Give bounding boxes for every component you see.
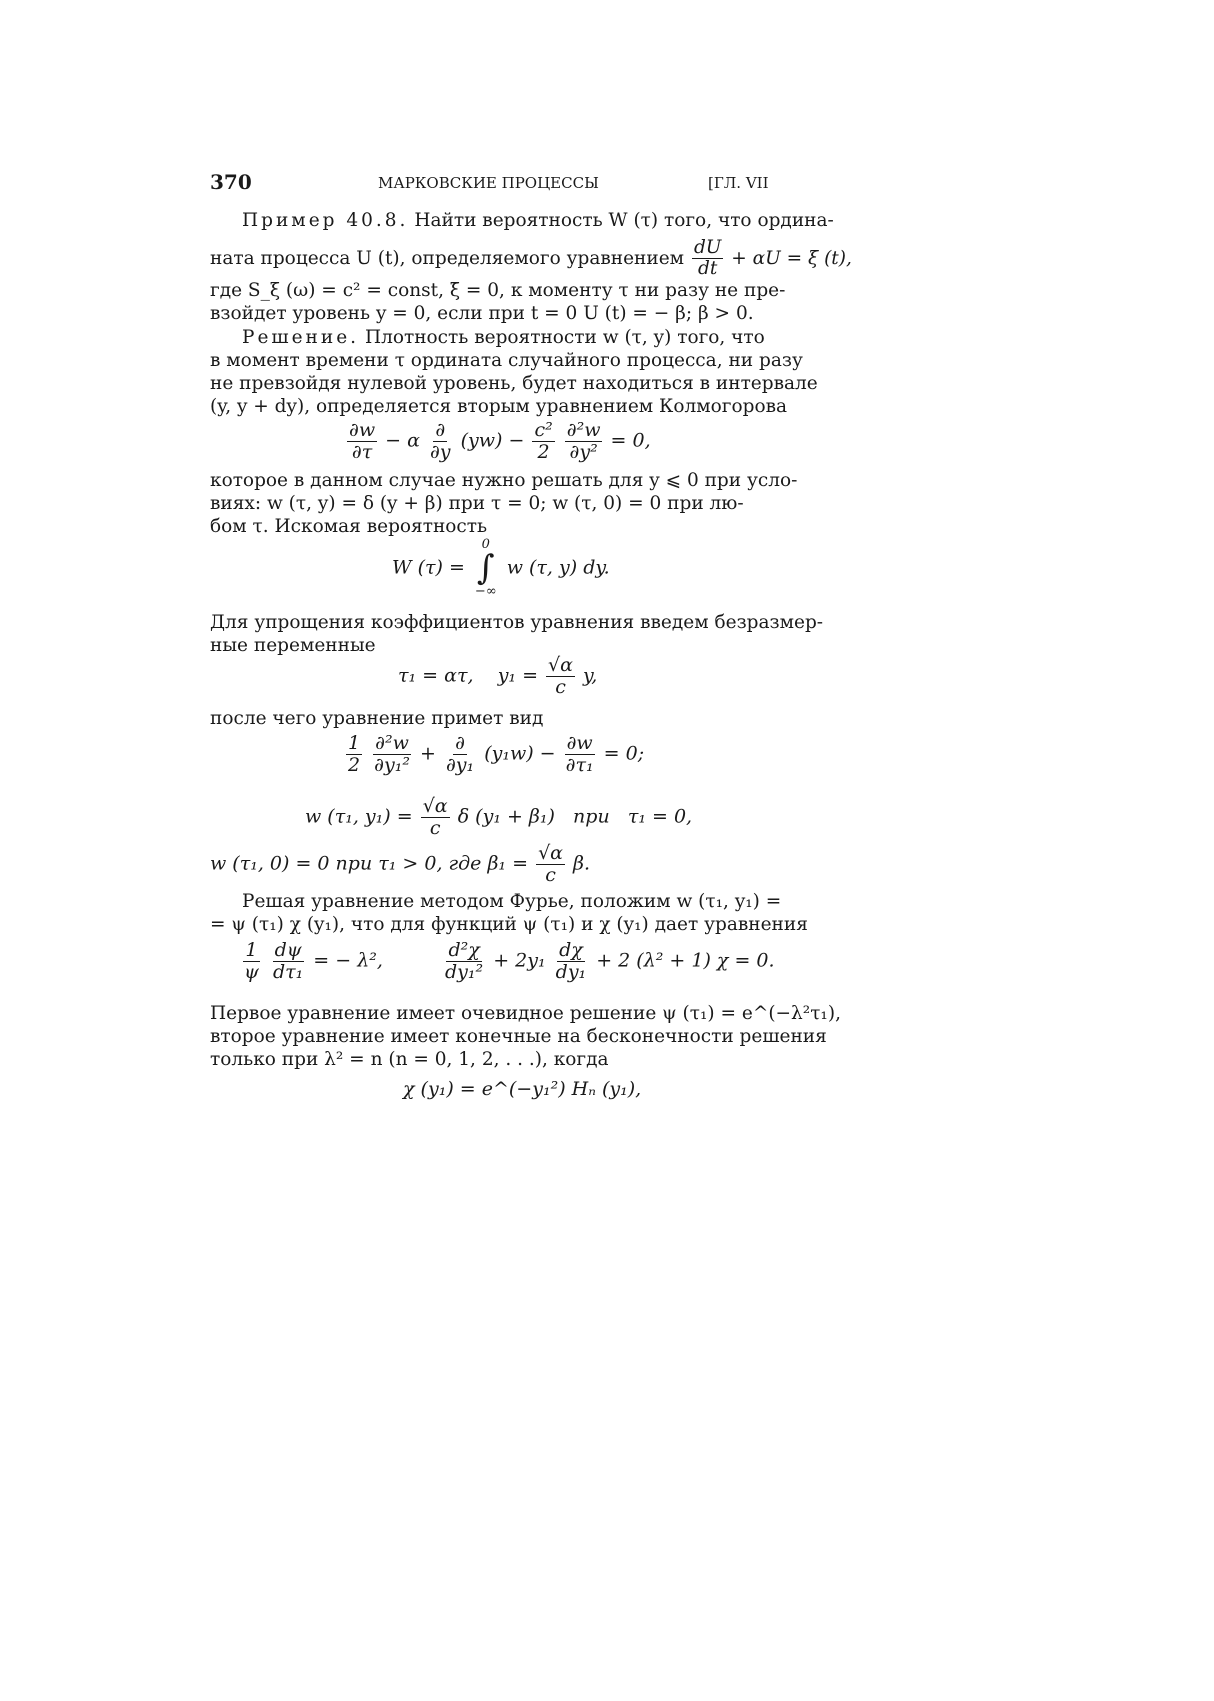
problem-label: Пример 40.8. — [242, 210, 409, 231]
equation-transformed: $\frac{1}{2}$ $\frac{\text{∂²w}}{\text{∂y₁²}}$ + $\frac{\partial}{\text{∂y₁}}$ (y₁w) − $\frac{\partial w}{\text{∂τ₁}}$ = 0; — [348, 732, 645, 776]
solution-para-line-1: Первое уравнение имеет очевидное решение ψ (τ₁) = e^(−λ²τ₁), — [210, 1003, 841, 1024]
equation-integral: W (τ) = 0 ∫ −∞ w (τ, y) dy. — [392, 537, 610, 599]
solution-para-line-2: второе уравнение имеет конечные на бесконечности решения — [210, 1026, 827, 1047]
equation-kolmogorov: $\frac{\partial w}{\partial\tau}$ − α $\frac{\partial}{\partial y}$ (yw) − $\frac{\text{c²}}{2}$ $\frac{\text{∂²w}}{\text{∂y²}}$ = 0, — [349, 419, 651, 463]
running-title: МАРКОВСКИЕ ПРОЦЕССЫ — [378, 174, 599, 192]
equation-final: χ (y₁) = e^(−y₁²) Hₙ (y₁), — [403, 1078, 642, 1100]
solution-line-1: Решение. Плотность вероятности w (τ, y) того, что — [242, 327, 765, 348]
condition-line-2: виях: w (τ, y) = δ (y + β) при τ = 0; w (τ, 0) = 0 при лю- — [210, 493, 744, 514]
solution-label: Решение. — [242, 327, 360, 348]
problem-line-3: где S_ξ (ω) = c² = const, ξ̄ = 0, к моменту τ ни разу не пре- — [210, 280, 786, 301]
page-number: 370 — [210, 170, 252, 194]
equation-boundary: w (τ₁, 0) = 0 при τ₁ > 0, где β₁ = $\frac{√\alpha}{c}$ β. — [210, 842, 591, 886]
solution-line-3: не превзойдя нулевой уровень, будет находиться в интервале — [210, 373, 818, 394]
equation-separated: $\frac{1}{\psi}$ $\frac{d\psi}{\text{dτ₁}}$ = − λ², $\frac{\text{d²χ}}{\text{dy₁²}}$ + 2y₁ $\frac{d\chi}{\text{dy₁}}$ + 2 (λ² + 1) χ = 0. — [244, 939, 775, 983]
problem-line-4: взойдет уровень y = 0, если при t = 0 U (t) = − β; β > 0. — [210, 303, 754, 324]
solution-para-line-3: только при λ² = n (n = 0, 1, 2, . . .), когда — [210, 1049, 609, 1070]
problem-line-1: Пример 40.8. Найти вероятность W (τ) того, что ордина- — [242, 210, 834, 231]
dimensionless-line-1: Для упрощения коэффициентов уравнения введем безразмер- — [210, 612, 824, 633]
fourier-line-1: Решая уравнение методом Фурье, положим w (τ₁, y₁) = — [242, 891, 782, 912]
condition-line-1: которое в данном случае нужно решать для y ⩽ 0 при усло- — [210, 470, 798, 491]
dimensionless-line-2: ные переменные — [210, 635, 376, 656]
fraction-dU-dt: $\frac{dU}{dt}$ — [693, 237, 722, 280]
after-text: после чего уравнение примет вид — [210, 708, 544, 729]
equation-substitution: τ₁ = ατ, y₁ = $\frac{√\alpha}{c}$ y, — [398, 654, 598, 698]
solution-line-4: (y, y + dy), определяется вторым уравнением Колмогорова — [210, 396, 788, 417]
fourier-line-2: = ψ (τ₁) χ (y₁), что для функций ψ (τ₁) и χ (y₁) дает уравнения — [210, 914, 808, 935]
integral-sign: 0 ∫ −∞ — [474, 537, 497, 599]
solution-line-2: в момент времени τ ордината случайного процесса, ни разу — [210, 350, 803, 371]
equation-initial: w (τ₁, y₁) = $\frac{√\alpha}{c}$ δ (y₁ + β₁) при τ₁ = 0, — [305, 795, 693, 839]
chapter-label: [ГЛ. VII — [708, 174, 769, 192]
condition-line-3: бом τ. Искомая вероятность — [210, 516, 488, 537]
problem-line-2: ната процесса U (t), определяемого уравнением $\frac{dU}{dt}$ + αU = ξ (t), — [210, 237, 852, 280]
